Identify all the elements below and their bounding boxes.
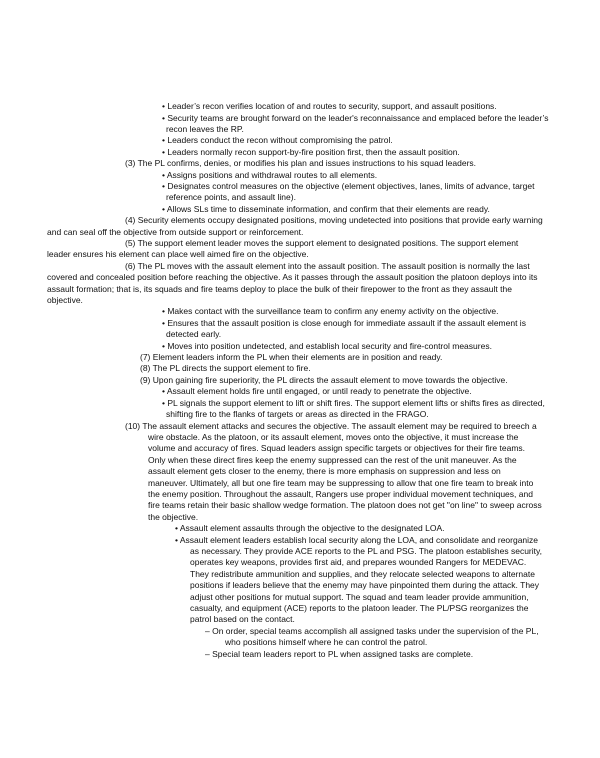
text-line: (3) The PL confirms, denies, or modifies his plan and issues instructions to his squad leaders. [125,158,477,168]
text-line: fire teams retain their basic shallow wedge formation. The platoon does not get "on line" to sweep across [148,500,542,510]
text-line: (9) Upon gaining fire superiority, the PL directs the assault element to move towards the objective. [140,375,508,385]
text-line: wire obstacle. As the platoon, or its assault element, moves onto the objective, it must increase the [148,432,519,442]
text-line: • Designates control measures on the objective (element objectives, lanes, limits of advance, target [162,181,535,191]
text-line: objective. [47,295,83,305]
text-line: as necessary. They provide ACE reports to the PL and PSG. The platoon establishes security, [190,546,542,556]
text-line: • Assault element holds fire until engaged, or until ready to penetrate the objective. [162,386,472,396]
text-line: • Security teams are brought forward on the leader's reconnaissance and emplaced before the leader’s [162,113,549,123]
text-line: recon leaves the RP. [166,124,244,134]
text-line: covered and concealed position before reaching the objective. As it passes through the assault position the platoon deploys into its [47,272,538,282]
text-line: • Assault element assaults through the objective to the designated LOA. [175,523,445,533]
text-line: • Leaders conduct the recon without compromising the patrol. [162,135,393,145]
text-line: (5) The support element leader moves the support element to designated positions. The support element [125,238,519,248]
text-line: – Special team leaders report to PL when assigned tasks are complete. [205,649,474,659]
text-line: leader ensures his element can place well aimed fire on the objective. [47,249,309,259]
text-line: adjust other positions for mutual support. The squad and team leader provide ammunition, [190,592,529,602]
text-line: • Leader’s recon verifies location of and routes to security, support, and assault positions. [162,101,497,111]
text-line: reference points, and assault line). [166,192,296,202]
text-line: • PL signals the support element to lift or shift fires. The support element lifts or shifts fires as directed, [162,398,545,408]
text-line: the enemy position. Throughout the assault, Rangers use proper individual movement techniques, and [148,489,533,499]
text-line: positions if leaders believe that the enemy may have pinpointed them during the attack. They [190,580,540,590]
text-line: operates key weapons, provides first aid, and prepares wounded Rangers for MEDEVAC. [190,557,527,567]
text-line: patrol based on the contact. [190,614,295,624]
text-line: (6) The PL moves with the assault element into the assault position. The assault position is normally the last [125,261,530,271]
text-line: (7) Element leaders inform the PL when their elements are in position and ready. [140,352,443,362]
text-line: Only when these direct fires keep the enemy suppressed can the rest of the unit maneuver. As the [148,455,517,465]
text-line: casualty, and equipment (ACE) reports to the platoon leader. The PL/PSG reorganizes the [190,603,529,613]
text-line: (8) The PL directs the support element to fire. [140,363,311,373]
text-line: • Assault element leaders establish local security along the LOA, and consolidate and reorganize [175,535,539,545]
text-line: detected early. [166,329,222,339]
text-line: • Makes contact with the surveillance team to confirm any enemy activity on the objective. [162,306,499,316]
text-line: assault element gets closer to the enemy, there is more emphasis on suppression and less on [148,466,501,476]
text-line: (4) Security elements occupy designated positions, moving undetected into positions that provide early warning [125,215,543,225]
text-line: the objective. [148,512,199,522]
text-line: • Moves into position undetected, and establish local security and fire-control measures. [162,341,492,351]
text-line: – On order, special teams accomplish all assigned tasks under the supervision of the PL, [205,626,539,636]
text-line: maneuver. Ultimately, all but one fire team may be suppressing to allow that one fire team to break into [148,478,534,488]
text-line: • Assigns positions and withdrawal routes to all elements. [162,170,378,180]
text-line: • Ensures that the assault position is close enough for immediate assault if the assault element is [162,318,526,328]
text-line: (10) The assault element attacks and secures the objective. The assault element may be required to breech a [125,421,537,431]
text-line: who positions himself where he can control the patrol. [225,637,428,647]
text-line: They redistribute ammunition and supplies, and they relocate selected weapons to alternate [190,569,535,579]
text-line: assault formation; that is, its squads and fire teams deploy to place the bulk of their firepower to the front as they assault the [47,284,512,294]
text-line: shifting fire to the flanks of targets or areas as directed in the FRAGO. [166,409,429,419]
text-line: and can seal off the objective from outside support or reinforcement. [47,227,304,237]
text-line: • Leaders normally recon support-by-fire position first, then the assault position. [162,147,460,157]
text-line: • Allows SLs time to disseminate information, and confirm that their elements are ready. [162,204,490,214]
text-line: volume and accuracy of fires. Squad leaders assign specific targets or objectives for their fire teams. [148,443,526,453]
